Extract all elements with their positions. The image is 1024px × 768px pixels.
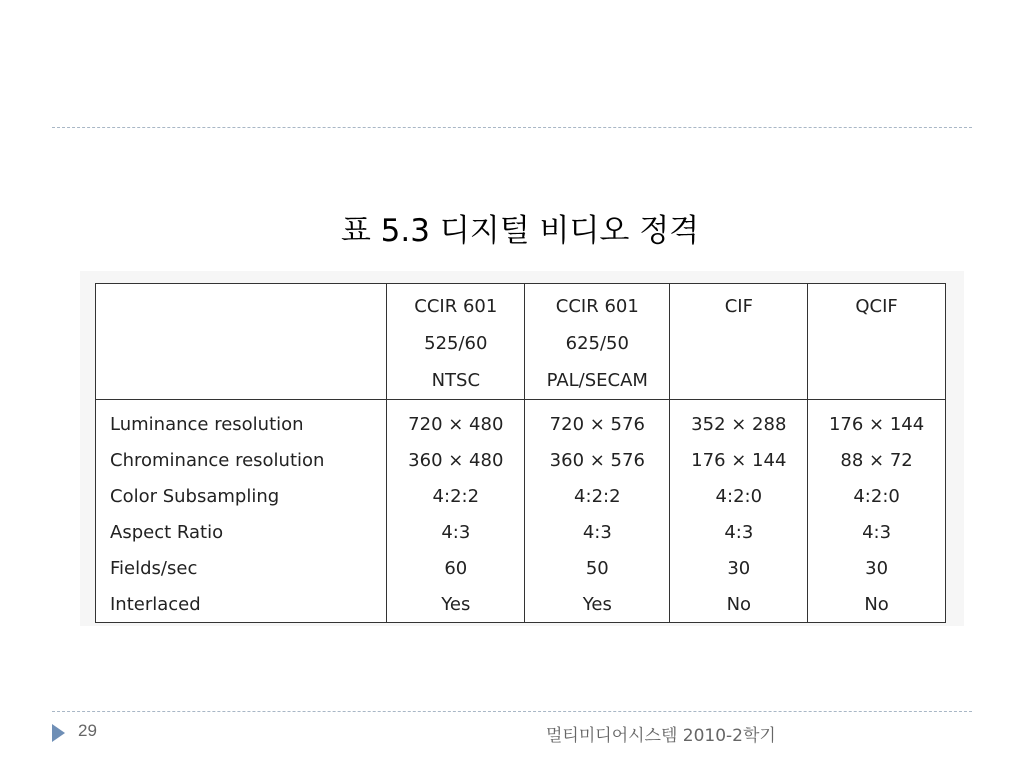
cell-value: 176 × 144 — [670, 442, 808, 478]
table-row — [96, 442, 946, 478]
cell-value: 176 × 144 — [808, 400, 946, 443]
header-line: NTSC — [431, 370, 481, 391]
header-ccir601-pal — [525, 284, 670, 400]
cell-value: 88 × 72 — [808, 442, 946, 478]
cell-value: 50 — [525, 550, 670, 586]
cell-value: 4:3 — [525, 514, 670, 550]
header-qcif — [808, 284, 946, 400]
cell-value: 4:2:2 — [525, 478, 670, 514]
table-header-row — [96, 284, 946, 400]
header-line: PAL/SECAM — [546, 370, 648, 391]
cell-value: 360 × 480 — [387, 442, 525, 478]
header-line: CIF — [724, 296, 753, 317]
top-divider — [52, 127, 972, 128]
cell-value: 360 × 576 — [525, 442, 670, 478]
cell-value: 4:2:2 — [387, 478, 525, 514]
row-label: Chrominance resolution — [96, 442, 387, 478]
cell-value: 4:3 — [808, 514, 946, 550]
table-row — [96, 550, 946, 586]
slide-title: 표 5.3 디지털 비디오 정격 — [340, 213, 700, 249]
header-line: CCIR 601 — [414, 296, 498, 317]
header-line: QCIF — [855, 296, 898, 317]
table-row — [96, 586, 946, 623]
table-row — [96, 478, 946, 514]
header-cif — [670, 284, 808, 400]
bottom-divider — [52, 711, 972, 712]
cell-value: No — [670, 586, 808, 623]
header-line: 625/50 — [565, 333, 629, 354]
cell-value: 352 × 288 — [670, 400, 808, 443]
cell-value: 60 — [387, 550, 525, 586]
cell-value: Yes — [525, 586, 670, 623]
table-row — [96, 514, 946, 550]
cell-value: 4:3 — [387, 514, 525, 550]
cell-value: 4:3 — [670, 514, 808, 550]
cell-value: 4:2:0 — [670, 478, 808, 514]
table-row — [96, 400, 946, 443]
row-label: Color Subsampling — [96, 478, 387, 514]
header-ccir601-ntsc — [387, 284, 525, 400]
triangle-bullet-icon — [52, 724, 65, 742]
cell-value: 30 — [670, 550, 808, 586]
page-number: 29 — [78, 721, 97, 740]
row-label: Interlaced — [96, 586, 387, 623]
row-label: Aspect Ratio — [96, 514, 387, 550]
cell-value: No — [808, 586, 946, 623]
header-empty-cell — [96, 284, 387, 400]
header-line: CCIR 601 — [555, 296, 639, 317]
header-line: 525/60 — [424, 333, 488, 354]
cell-value: 4:2:0 — [808, 478, 946, 514]
cell-value: 720 × 576 — [525, 400, 670, 443]
row-label: Luminance resolution — [96, 400, 387, 443]
table-image-frame — [80, 271, 964, 626]
row-label: Fields/sec — [96, 550, 387, 586]
footer-course-label: 멀티미디어시스템 2010-2학기 — [546, 726, 776, 746]
cell-value: 30 — [808, 550, 946, 586]
digital-video-spec-table — [95, 283, 946, 623]
cell-value: 720 × 480 — [387, 400, 525, 443]
cell-value: Yes — [387, 586, 525, 623]
